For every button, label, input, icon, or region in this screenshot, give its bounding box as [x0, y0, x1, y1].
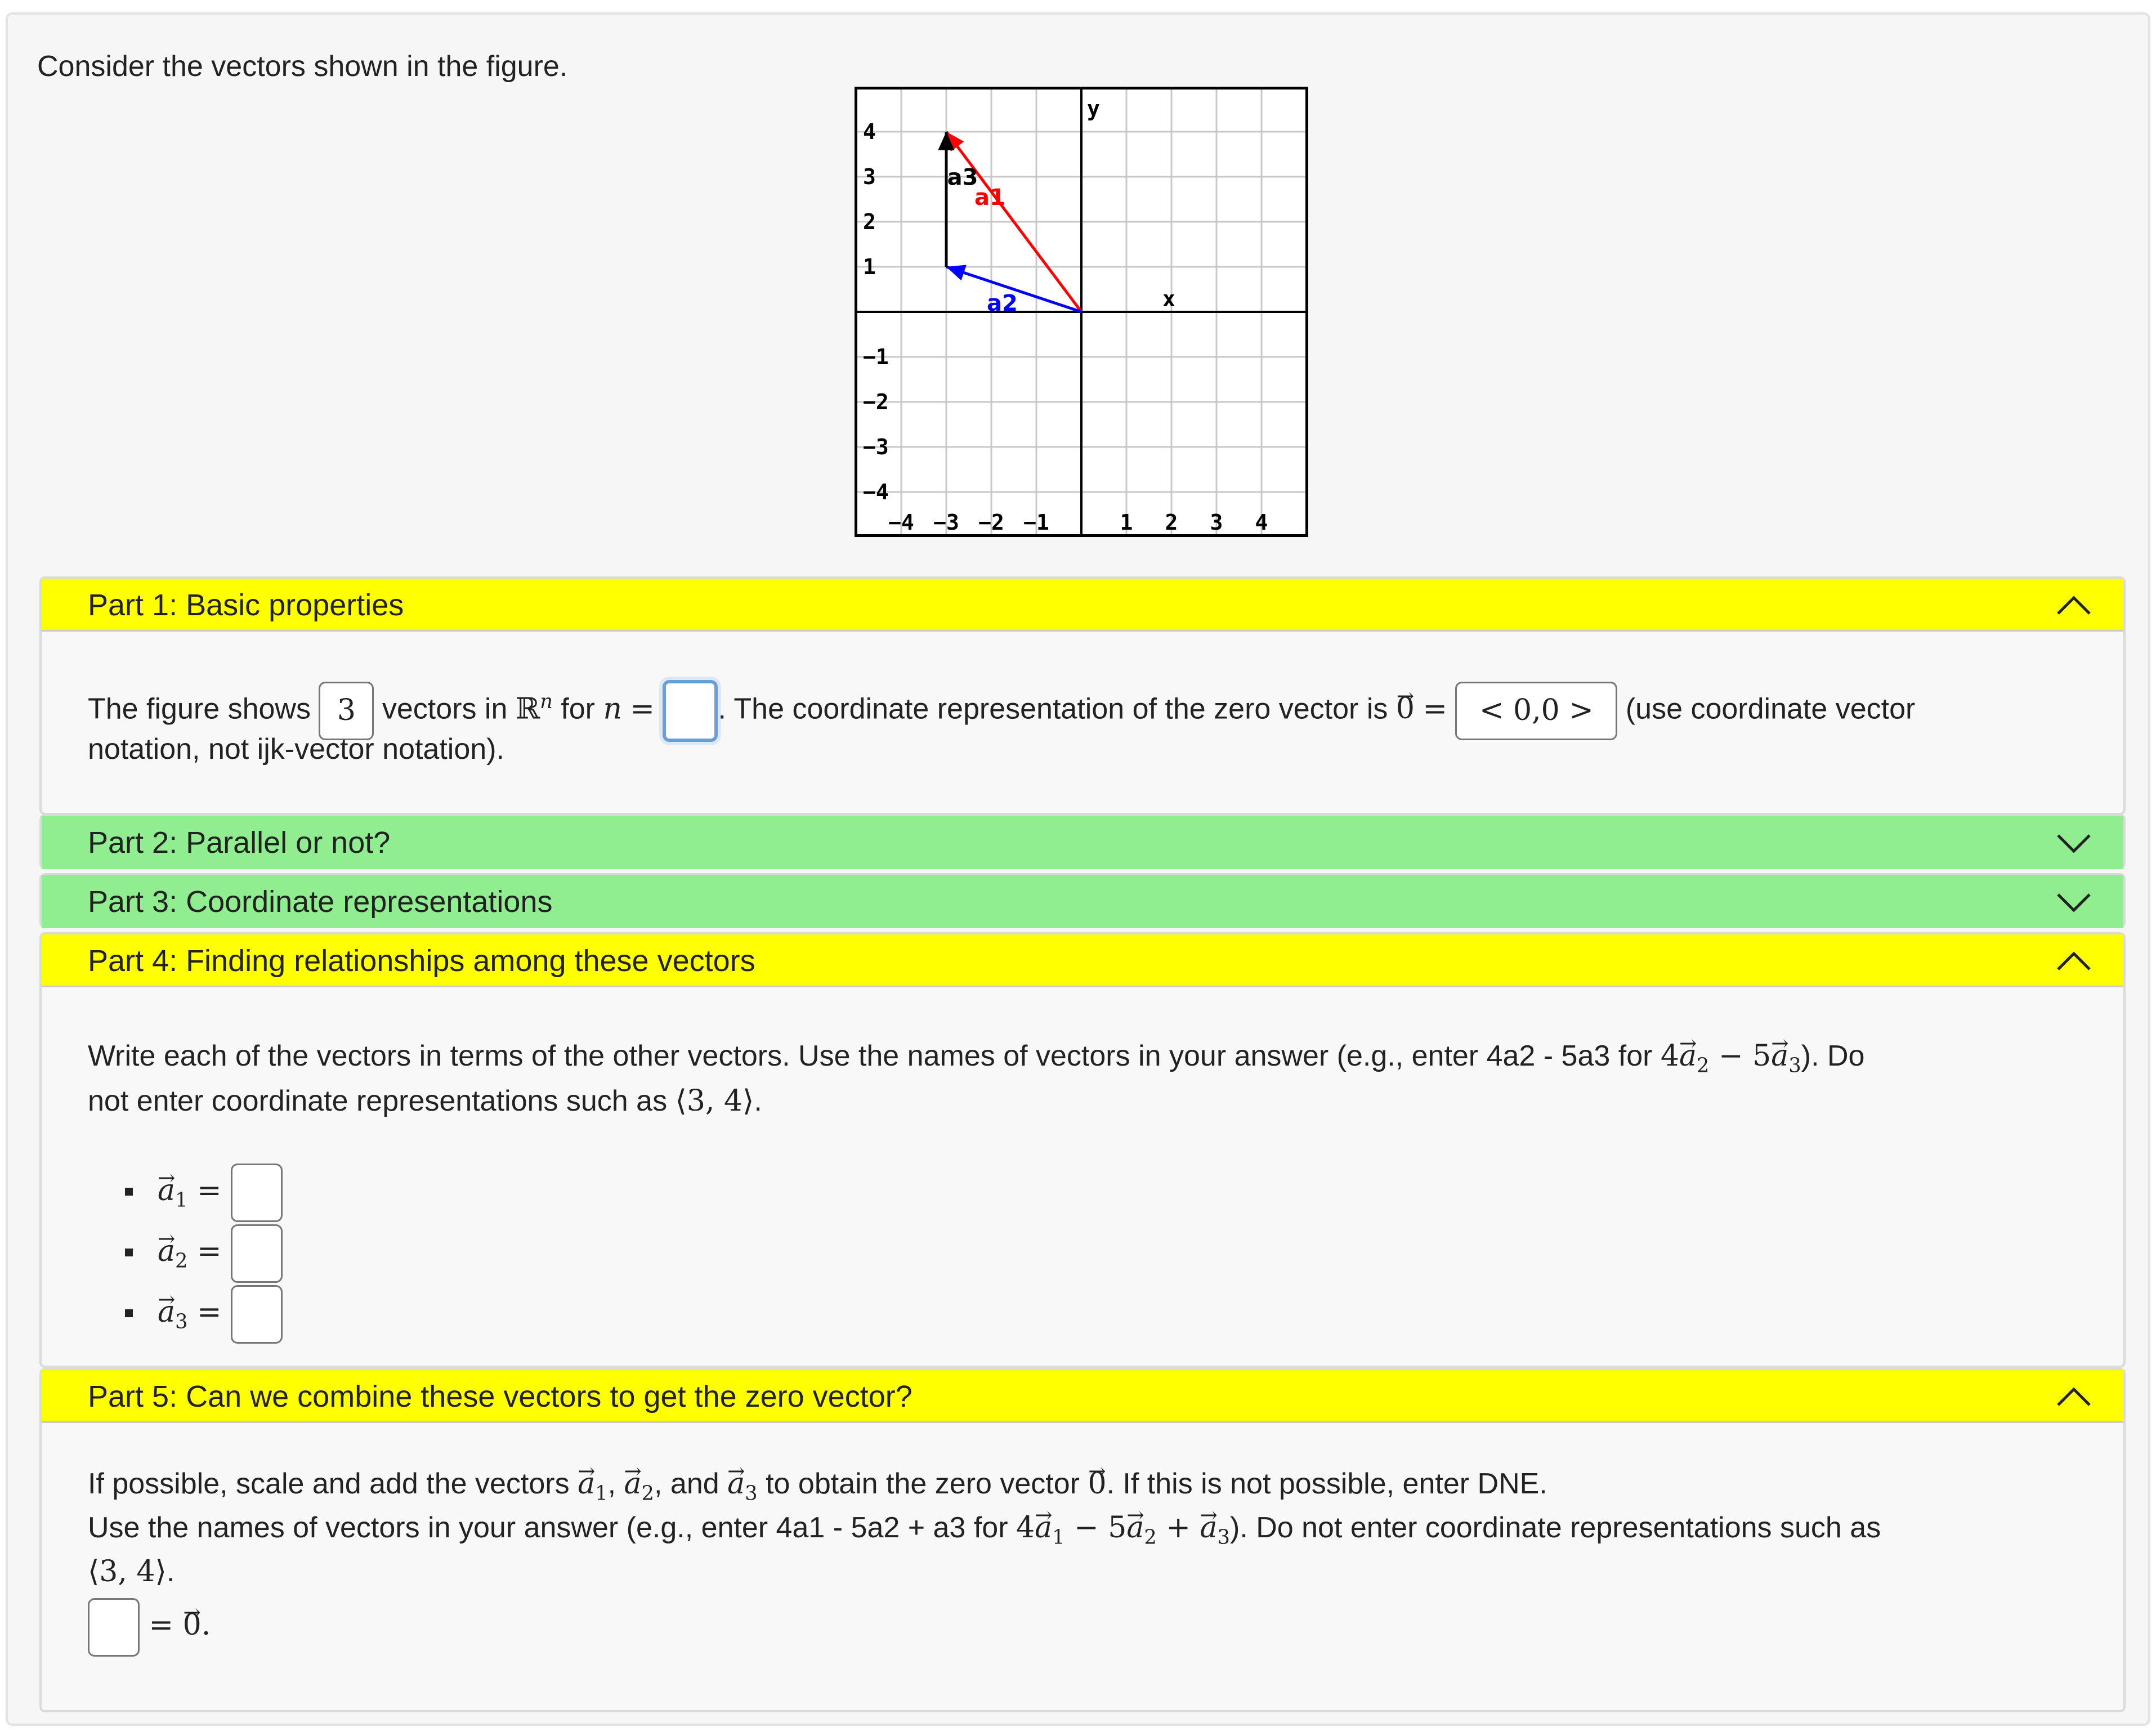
- part-2-title: Part 2: Parallel or not?: [88, 826, 391, 860]
- x-tick-label: 2: [1165, 510, 1178, 534]
- y-tick-label: −3: [863, 435, 889, 459]
- p1-text-4: . The coordinate representation of the zero vector is: [718, 692, 1388, 726]
- part-1-header[interactable]: [42, 579, 2123, 632]
- p5-period: .: [166, 1555, 175, 1588]
- vector-a3: → $a_3$: [727, 1467, 758, 1501]
- part-4-line-1: [88, 1033, 1864, 1079]
- part-5-line-1: If possible, scale and add the vectors → $a_1$, → $a_2$, and → $a_3$ to obtain the zero vector → 0. If this is not possible, enter DNE.: [88, 1461, 1547, 1506]
- intro-text: Consider the vectors shown in the figure.: [37, 50, 568, 83]
- equals-sign: =: [630, 692, 655, 726]
- part-2-header[interactable]: [42, 816, 2123, 869]
- p1-text-5: (use coordinate vector: [1625, 692, 1916, 726]
- vector-label: a2: [987, 290, 1018, 316]
- vector-a2: → $a_2$: [624, 1467, 655, 1501]
- dimension-n-input[interactable]: [663, 680, 718, 742]
- part-1: [39, 576, 2126, 815]
- part-5-title: Part 5: Can we combine these vectors to get the zero vector?: [88, 1380, 913, 1413]
- vector-list: → $a_1$: [578, 1467, 608, 1501]
- vector-label: a3: [947, 164, 978, 191]
- x-axis-label: x: [1162, 287, 1175, 311]
- a1-answer-input[interactable]: [231, 1164, 283, 1222]
- part-4: [39, 932, 2126, 1368]
- y-tick-label: −2: [863, 390, 889, 414]
- x-tick-label: −3: [933, 510, 959, 534]
- part-5-header[interactable]: [42, 1370, 2123, 1423]
- example-expression: $4\to a_2 - 5\to a_3$: [1661, 1039, 1801, 1073]
- a3-equation: → $a_3$ =: [158, 1281, 283, 1343]
- n-variable: n: [603, 692, 622, 726]
- y-tick-label: −1: [863, 344, 889, 369]
- part-4-header[interactable]: [42, 934, 2123, 987]
- chevron-up-icon[interactable]: [2056, 947, 2092, 975]
- y-tick-label: −4: [863, 480, 889, 504]
- real-numbers-symbol: ℝ: [515, 692, 540, 726]
- part-3: [39, 873, 2126, 928]
- a2-equation: → $a_2$ =: [158, 1220, 283, 1282]
- p4-text-3: not enter coordinate representations such as: [88, 1085, 668, 1117]
- part-1-line-1: [88, 671, 1915, 733]
- x-tick-label: −2: [978, 510, 1004, 534]
- zero-vector-symbol: → 0: [1396, 678, 1415, 740]
- part-5: [39, 1368, 2126, 1712]
- p4-text-2: ). Do: [1801, 1040, 1865, 1072]
- part-3-header[interactable]: [42, 875, 2123, 928]
- p5-text-5: ). Do not enter coordinate representations such as: [1230, 1511, 1881, 1544]
- a1-equation: → $a_1$ =: [158, 1160, 283, 1222]
- chevron-up-icon[interactable]: [2056, 591, 2092, 619]
- vector-graph: [855, 87, 1308, 537]
- x-tick-label: −4: [888, 510, 914, 534]
- part-5-line-3: [88, 1549, 175, 1594]
- x-tick-label: −1: [1023, 510, 1049, 534]
- p5-text-4: Use the names of vectors in your answer (e.g., enter 4a1 - 5a2 + a3 for: [88, 1511, 1008, 1544]
- dimension-exponent: n: [540, 690, 553, 713]
- graph-canvas: [857, 90, 1305, 534]
- p1-text-3: for: [561, 692, 595, 726]
- y-axis-label: y: [1087, 96, 1100, 121]
- vector-count-input[interactable]: 3: [319, 682, 374, 740]
- zero-vector-symbol: → 0: [1088, 1461, 1106, 1506]
- p5-text-1: If possible, scale and add the vectors: [88, 1467, 570, 1500]
- vector-label: a1: [974, 185, 1005, 211]
- zero-vector-input[interactable]: < 0,0 >: [1455, 682, 1617, 740]
- a3-answer-input[interactable]: [231, 1285, 283, 1344]
- x-tick-label: 3: [1210, 510, 1223, 534]
- p4-text-1: Write each of the vectors in terms of the other vectors. Use the names of vectors in your answer (e.g., enter 4a2 - 5a3 for: [88, 1040, 1653, 1072]
- y-tick-label: 2: [863, 209, 876, 234]
- coordinate-example: ⟨3, 4⟩: [675, 1084, 754, 1118]
- x-tick-label: 4: [1255, 510, 1268, 534]
- list-bullet: [125, 1249, 133, 1256]
- chevron-down-icon[interactable]: [2056, 888, 2092, 916]
- coordinate-example: ⟨3, 4⟩: [88, 1555, 167, 1589]
- part-4-line-2: [88, 1079, 762, 1124]
- y-tick-label: 1: [863, 254, 876, 279]
- x-tick-label: 1: [1120, 510, 1133, 534]
- problem-page: [6, 12, 2150, 1726]
- p5-text-3: . If this is not possible, enter DNE.: [1106, 1467, 1547, 1500]
- p1-text-2: vectors in: [382, 692, 508, 726]
- combination-answer-input[interactable]: [88, 1598, 140, 1657]
- p4-period: .: [754, 1085, 762, 1117]
- chevron-down-icon[interactable]: [2056, 829, 2092, 857]
- p5-text-2: to obtain the zero vector: [766, 1467, 1080, 1500]
- zero-combination-equation: = → 0.: [88, 1594, 211, 1656]
- part-2: [39, 814, 2126, 869]
- list-bullet: [125, 1188, 133, 1196]
- p1-text-6: notation, not ijk-vector notation).: [88, 733, 504, 766]
- vector-arrowhead: [946, 265, 967, 280]
- y-tick-label: 4: [863, 119, 876, 144]
- list-bullet: [125, 1309, 133, 1317]
- part-1-title: Part 1: Basic properties: [88, 588, 404, 622]
- part-4-title: Part 4: Finding relationships among these vectors: [88, 944, 755, 978]
- a2-answer-input[interactable]: [231, 1224, 283, 1283]
- y-tick-label: 3: [863, 164, 876, 189]
- equals-sign-2: =: [1423, 692, 1447, 726]
- p1-text-1: The figure shows: [88, 692, 311, 726]
- part-5-line-2: [88, 1505, 1881, 1550]
- chevron-up-icon[interactable]: [2056, 1382, 2092, 1411]
- part-3-title: Part 3: Coordinate representations: [88, 885, 553, 919]
- example-expression: $4\to a_1 - 5\to a_2$ + → $a_3$: [1016, 1511, 1230, 1545]
